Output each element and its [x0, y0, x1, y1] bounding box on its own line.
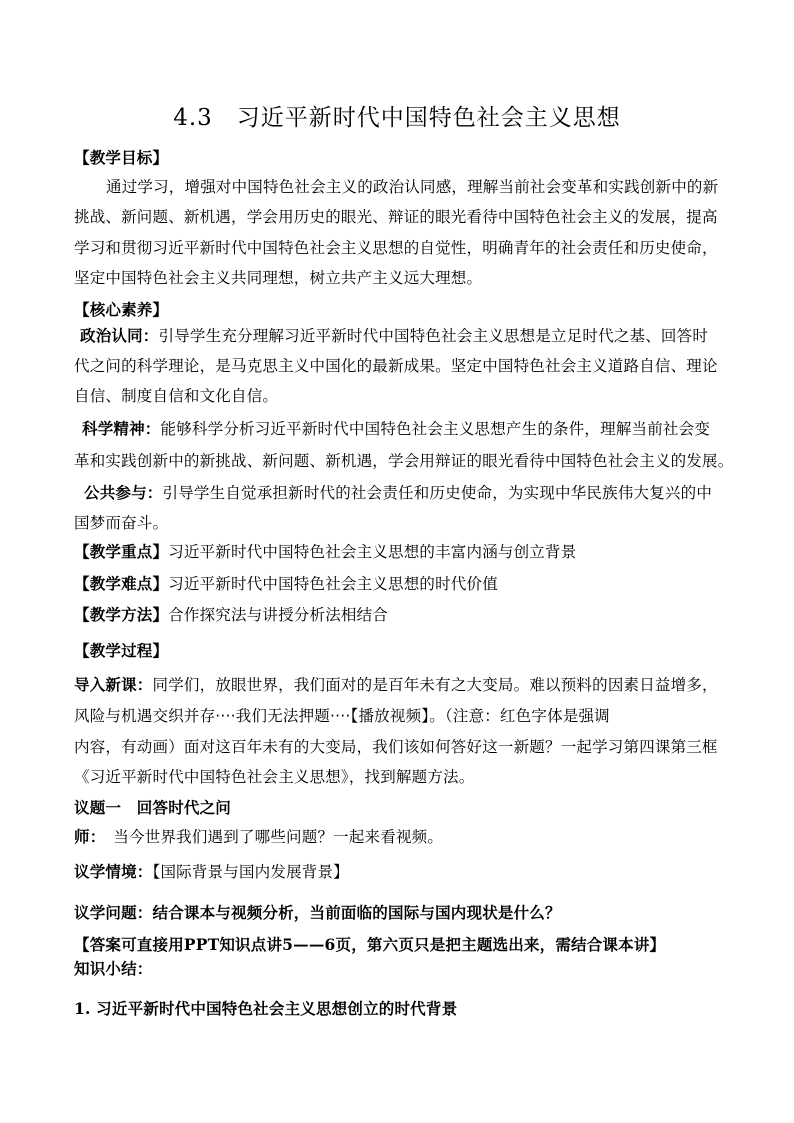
objectives-line-4: 坚定中国特色社会主义共同理想，树立共产主义远大理想。: [74, 269, 483, 287]
science-line-1: [82, 418, 742, 440]
public-line-2: 国梦而奋斗。: [74, 514, 169, 532]
difficulty-label: 【教学难点】: [74, 575, 169, 593]
intro-text-1: 同学们，放眼世界，我们面对的是百年未有之大变局。难以预料的因素日益增多，: [152, 676, 718, 694]
intro-line-3: 内容，有动画）面对这百年未有的大变局，我们该如何答好这一新题？一起学习第四课第三框: [74, 738, 718, 756]
teacher-text: 当今世界我们遇到了哪些问题？一起来看视频。: [97, 828, 444, 846]
political-line-1: [80, 325, 740, 347]
difficulty-text: 习近平新时代中国特色社会主义思想的时代价值: [168, 575, 498, 593]
method-line: [74, 604, 734, 626]
difficulty-line: [74, 573, 734, 595]
objectives-heading: 【教学目标】: [74, 149, 169, 167]
teacher-label: 师：: [74, 828, 98, 846]
knowledge-point-1: 1. 习近平新时代中国特色社会主义思想创立的时代背景: [74, 999, 458, 1018]
science-label: 科学精神：: [82, 420, 161, 438]
scene-label: 议学情境：: [74, 863, 153, 881]
public-text-1: 引导学生自觉承担新时代的社会责任和历史使命，为实现中华民族伟大复兴的中: [162, 484, 713, 502]
discussion-question: 议学问题：结合课本与视频分析，当前面临的国际与国内现状是什么？: [74, 903, 561, 922]
process-heading: 【教学过程】: [74, 642, 169, 660]
intro-line-4: 《习近平新时代中国特色社会主义思想》，找到解题方法。: [74, 768, 475, 786]
science-text-1: 能够科学分析习近平新时代中国特色社会主义思想产生的条件，理解当前社会变: [160, 420, 711, 438]
summary-heading: 知识小结：: [74, 959, 153, 978]
teacher-line: [74, 826, 734, 848]
method-label: 【教学方法】: [74, 606, 169, 624]
key-point-text: 习近平新时代中国特色社会主义思想的丰富内涵与创立背景: [168, 543, 577, 561]
intro-line-2: 风险与机遇交织并存····我们无法押题····【播放视频】。（注意：红色字体是强调: [74, 707, 610, 725]
scene-line: [74, 861, 734, 883]
objectives-line-2: 挑战、新问题、新机遇，学会用历史的眼光、辩证的眼光看待中国特色社会主义的发展，提高: [74, 208, 718, 226]
key-point-label: 【教学重点】: [74, 543, 169, 561]
public-line-1: [84, 482, 744, 504]
intro-line-1: [74, 674, 734, 696]
answer-note: 【答案可直接用PPT知识点讲5——6页，第六页只是把主题选出来，需结合课本讲】: [74, 935, 666, 954]
document-title: 4.3 习近平新时代中国特色社会主义思想: [173, 105, 621, 131]
method-text: 合作探究法与讲授分析法相结合: [168, 606, 389, 624]
key-point-line: [74, 541, 734, 563]
scene-text: 【国际背景与国内发展背景】: [152, 863, 349, 881]
political-text-1: 引导学生充分理解习近平新时代中国特色社会主义思想是立足时代之基、回答时: [158, 327, 709, 345]
political-line-2: 代之问的科学理论，是马克思主义中国化的最新成果。坚定中国特色社会主义道路自信、理论: [74, 357, 718, 375]
objectives-line-1: 通过学习，增强对中国特色社会主义的政治认同感，理解当前社会变革和实践创新中的新: [106, 178, 719, 196]
political-line-3: 自信、制度自信和文化自信。: [74, 387, 279, 405]
intro-label: 导入新课：: [74, 676, 153, 694]
objectives-line-3: 学习和贯彻习近平新时代中国特色社会主义思想的自觉性，明确青年的社会责任和历史使命，: [74, 239, 718, 257]
public-label: 公共参与：: [84, 484, 163, 502]
political-label: 政治认同：: [80, 327, 159, 345]
literacy-heading: 【核心素养】: [74, 301, 169, 319]
science-line-2: 革和实践创新中的新挑战、新问题、新机遇，学会用辩证的眼光看待中国特色社会主义的发展。: [74, 452, 734, 470]
topic-1-heading: 议题一 回答时代之问: [74, 799, 232, 817]
